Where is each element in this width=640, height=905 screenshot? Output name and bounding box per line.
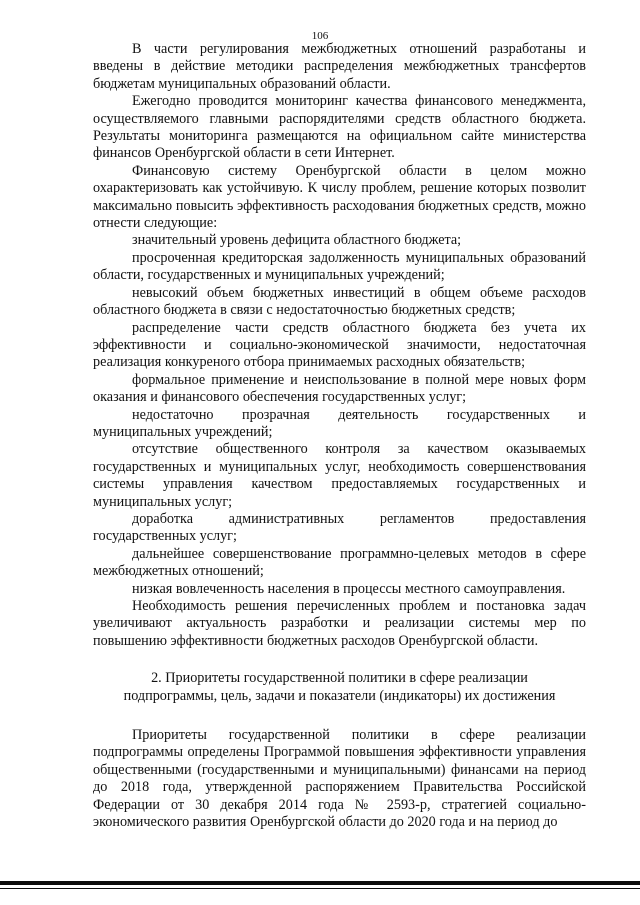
problem-item: недостаточно прозрачная деятельность государственных и муниципальных учреждений;: [93, 406, 586, 440]
paragraph: Ежегодно проводится мониторинг качества финансового менеджмента, осуществляемого главными распорядителями средств областного бюджета. Результаты мониторинга размещаются на официальном сайте министерства финансов Оренбургской области в сети Интернет.: [93, 93, 586, 162]
problem-item: доработка административных регламентов предоставления государственных услуг;: [93, 510, 586, 545]
problem-item: просроченная кредиторская задолженность муниципальных образований области, государственных и муниципальных учреждений;: [93, 249, 586, 284]
problem-item: формальное применение и неиспользование в полной мере новых форм оказания и финансового обеспечения государственных услуг;: [93, 371, 586, 406]
problem-item: распределение части средств областного бюджета без учета их эффективности и социально-экономической значимости, недостаточная реализация конкуреного отбора принимаемых расходных обязательств;: [93, 319, 586, 371]
problem-item: невысокий объем бюджетных инвестиций в общем объеме расходов областного бюджета в связи с недостаточностью бюджетных средств;: [93, 284, 586, 319]
section-heading: [93, 670, 586, 705]
conclusion-paragraph: Необходимость решения перечисленных проблем и постановка задач увеличивают актуальность разработки и реализации системы мер по повышению эффективности бюджетных расходов Оренбургской области.: [93, 598, 586, 649]
section-paragraph: Приоритеты государственной политики в сфере реализации подпрограммы определены Программой повышения эффективности управления общественными (государственными и муниципальными) финансами на период до 2018 года, утвержденной распоряжением Правительства Российской Федерации от 30 декабря 2014 года № 2593-р, стратегией социально-экономического развития Оренбургской области до 2020 года и на период до: [93, 727, 586, 831]
page-bottom-rule-thin: [0, 888, 640, 889]
section-heading-line: 2. Приоритеты государственной политики в сфере реализации: [151, 670, 528, 687]
problem-item: дальнейшее совершенствование программно-целевых методов в сфере межбюджетных отношений;: [93, 545, 586, 580]
page-number: 106: [311, 30, 329, 42]
paragraph: В части регулирования межбюджетных отношений разработаны и введены в действие методики распределения межбюджетных трансфертов бюджетам муниципальных образований области.: [93, 41, 586, 92]
problem-item: низкая вовлеченность населения в процессы местного самоуправления.: [132, 580, 566, 597]
page-bottom-rule: [0, 881, 640, 885]
problem-item: значительный уровень дефицита областного бюджета;: [132, 232, 462, 249]
problem-item: отсутствие общественного контроля за качеством оказываемых государственных и муниципальных услуг, необходимость совершенствования системы управления качеством предоставляемых государственных и муниципальных услуг;: [93, 441, 586, 510]
section-heading-line: подпрограммы, цель, задачи и показатели (индикаторы) их достижения: [123, 687, 556, 704]
document-body: [93, 41, 586, 831]
paragraph: Финансовую систему Оренбургской области в целом можно охарактеризовать как устойчивую. К числу проблем, решение которых позволит максимально повысить эффективность расходования бюджетных средств, можно отнести следующие:: [93, 162, 586, 232]
